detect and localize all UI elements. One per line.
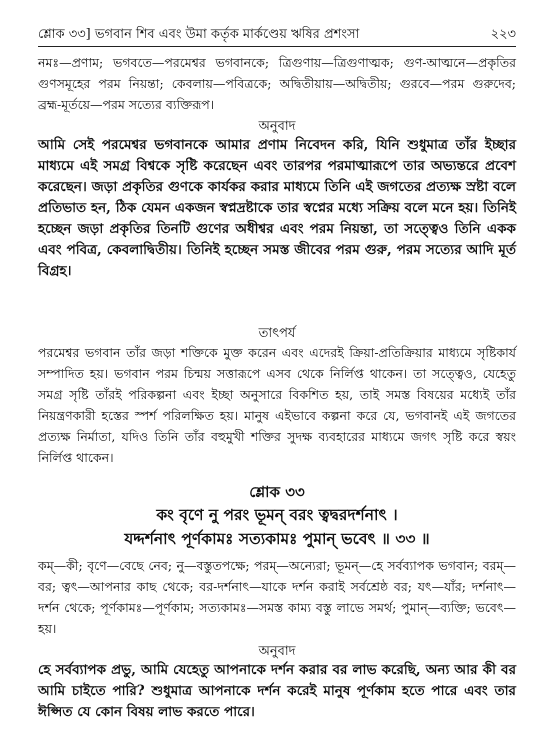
translation-paragraph: আমি সেই পরমেশ্বর ভগবানকে আমার প্রণাম নিবেদন করি, যিনি শুধুমাত্র তাঁর ইচ্ছার মাধ্যমে এই সমগ্র বিশ্বকে সৃষ্টি করেছেন এবং তারপর পরমাত্মারূপে তার অভ্যন্তরে প্রবেশ করেছেন। জড়া প্রকৃতির গুণকে কার্যকর করার মাধ্যমে তিনি এই জগতের প্রত্যক্ষ স্রষ্টা বলে প্রতিভাত হন, ঠিক যেমন একজন স্বপ্নদ্রষ্টাকে তার স্বপ্নের মধ্যে সক্রিয় বলে মনে হয়। তিনিই হচ্ছেন জড়া প্রকৃতির তিনটি গুণের অধীশ্বর এবং পরম নিয়ন্তা, তা সত্ত্বেও তিনি একক এবং পবিত্র, কেবলাদ্বিতীয়। তিনিই হচ্ছেন সমস্ত জীবের পরম গুরু, পরম সত্যের আদি মূর্ত বিগ্রহ। (38, 137, 516, 279)
gloss-verse-paragraph: কম্—কী; বৃণে—বেছে নেব; নু—বস্তুতপক্ষে; পরম্—অন্যেরা; ভূমন্—হে সর্বব্যাপক ভগবান; বরম্—বর; ত্বৎ—আপনার কাছ থেকে; বর-দর্শনাৎ—যাকে দর্শন করাই সর্বশ্রেষ্ঠ বর; যৎ—যাঁর; দর্শনাৎ—দর্শন থেকে; পূর্ণকামঃ—পূর্ণকাম; সত্যকামঃ—সমস্ত কাম্য বস্তু লাভে সমর্থ; পুমান্—ব্যক্তি; ভবেৎ—হয়। (38, 558, 516, 636)
translation-heading-1 (38, 116, 516, 137)
translation-heading-2 (38, 641, 516, 662)
running-header (38, 22, 516, 47)
anubad-label: অনুবাদ (258, 644, 296, 659)
page-number: ২২৩ (490, 27, 516, 42)
tatparya-label: তাৎপর্য (258, 326, 296, 341)
verse-section (38, 482, 516, 551)
header-title: শ্লোক ৩৩] ভগবান শিব এবং উমা কর্তৃক মার্কণ্ডেয় ঋষির প্রশংসা (38, 27, 360, 42)
word-meanings-top (38, 52, 516, 115)
translation-section-2 (38, 660, 516, 723)
verse-title: শ্লোক ৩৩ (249, 483, 305, 501)
translation-paragraph: হে সর্বব্যাপক প্রভু, আমি যেহেতু আপনাকে দর্শন করার বর লাভ করেছি, অন্য আর কী বর আমি চাইতে পারি? শুধুমাত্র আপনাকে দর্শন করেই মানুষ পূর্ণকাম হতে পারে এবং তার ঈপ্সিত যে কোন বিষয় লাভ করতে পারে। (38, 662, 516, 720)
gloss-paragraph: নমঃ—প্রণাম; ভগবতে—পরমেশ্বর ভগবানকে; ত্রিগুণায়—ত্রিগুণাত্মক; গুণ-আত্মনে—প্রকৃতির গুণসমূহের পরম নিয়ন্তা; কেবলায়—পবিত্রকে; অদ্বিতীয়ায়—অদ্বিতীয়; গুরবে—পরম গুরুদেব; ব্রহ্ম-মূর্তয়ে—পরম সত্যের ব্যক্তিরূপ। (38, 55, 516, 112)
translation-section-1 (38, 135, 516, 282)
verse-line-1: কং বৃণে নু পরং ভূমন্ বরং ত্বদ্বরদর্শনাৎ । (156, 505, 398, 524)
word-meanings-verse (38, 555, 516, 639)
purport-paragraph: পরমেশ্বর ভগবান তাঁর জড়া শক্তিকে মুক্ত করেন এবং এদেরই ক্রিয়া-প্রতিক্রিয়ার মাধ্যমে সৃষ্টিকার্য সম্পাদিত হয়। ভগবান পরম চিন্ময় সত্তারূপে এসব থেকে নির্লিপ্ত থাকেন। তা সত্ত্বেও, যেহেতু সমগ্র সৃষ্টি তাঁরই পরিকল্পনা এবং ইচ্ছা অনুসারে বিকশিত হয়, তাই সমস্ত বিষয়ের মধ্যেই তাঁর নিয়ন্ত্রণকারী হস্তের স্পর্শ পরিলক্ষিত হয়। মানুষ এইভাবে কল্পনা করে যে, ভগবানই এই জগতের প্রত্যক্ষ নির্মাতা, যদিও তিনি তাঁর বহুমুখী শক্তির সুদক্ষ ব্যবহারের মাধ্যমে জগৎ সৃষ্টি করে স্বয়ং নির্লিপ্ত থাকেন। (38, 345, 516, 465)
purport-heading (38, 323, 516, 344)
anubad-label: অনুবাদ (258, 119, 296, 134)
purport-section (38, 342, 516, 468)
verse-line-2: যদ্দর্শনাৎ পূর্ণকামঃ সত্যকামঃ পুমান্ ভবেৎ ॥ ৩৩ ॥ (124, 529, 430, 548)
